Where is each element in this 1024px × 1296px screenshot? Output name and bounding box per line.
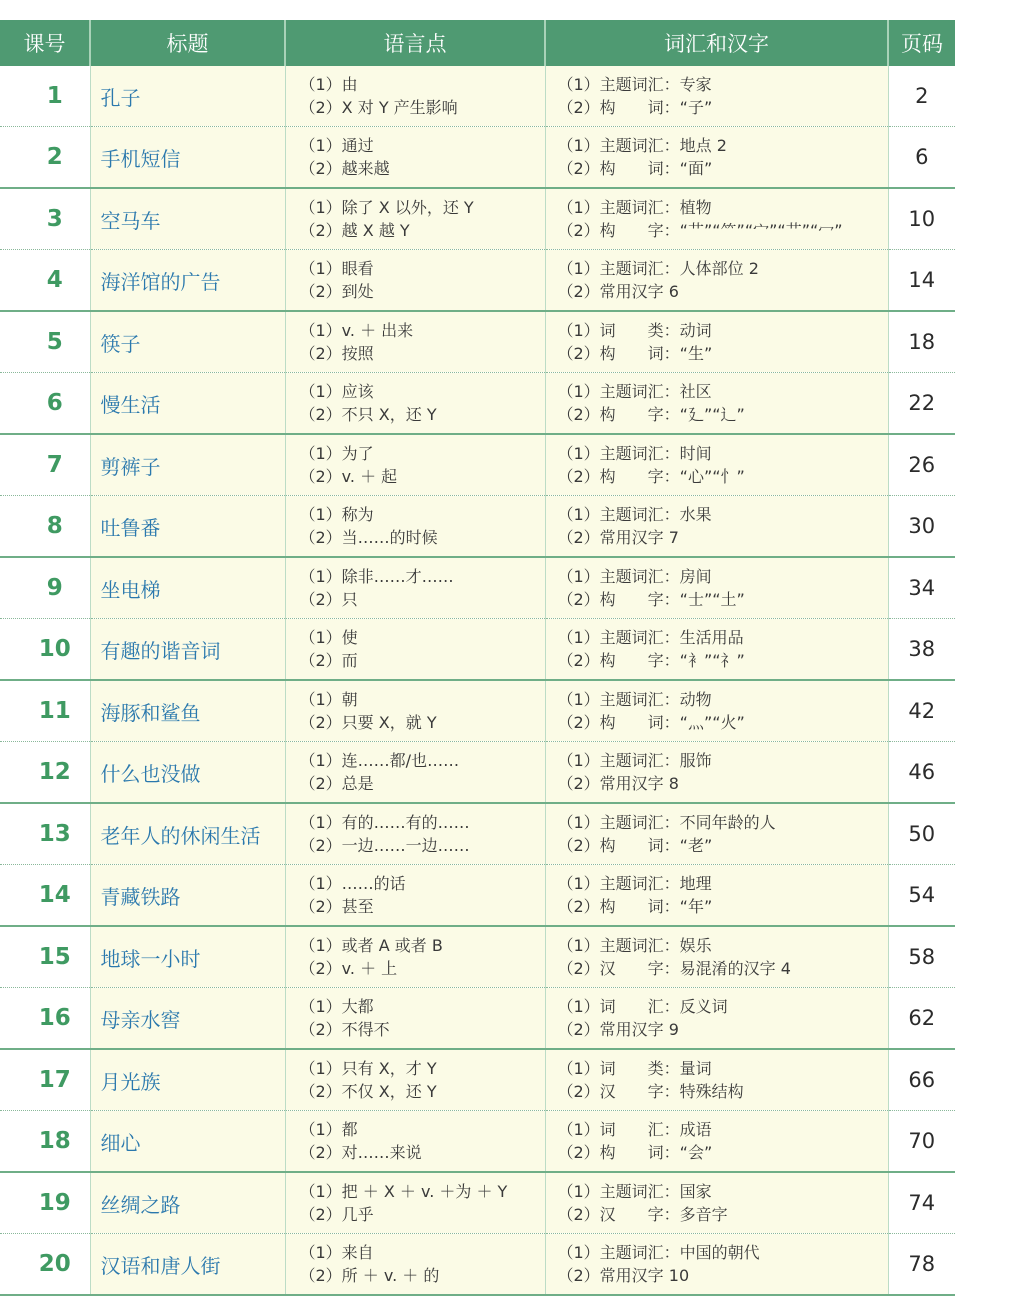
lesson-number: 1 bbox=[46, 83, 63, 109]
language-points-cell bbox=[285, 1172, 545, 1234]
lesson-title: 海洋馆的广告 bbox=[90, 250, 285, 312]
language-points-cell bbox=[285, 803, 545, 865]
language-point-2: （2）所 ＋ v. ＋ 的 bbox=[299, 1266, 440, 1285]
language-point-1: （1）或者 A 或者 B bbox=[299, 936, 443, 955]
language-point-2: （2）只要 X，就 Y bbox=[299, 713, 437, 732]
lesson-number: 8 bbox=[46, 513, 63, 539]
lesson-title: 母亲水窖 bbox=[90, 988, 285, 1050]
vocabulary-item-1: （1）词 汇：反义词 bbox=[557, 997, 728, 1016]
language-point-1: （1）通过 bbox=[299, 136, 374, 155]
vocabulary-cell bbox=[545, 311, 888, 373]
vocabulary-cell bbox=[545, 434, 888, 496]
language-point-2: （2）不仅 X，还 Y bbox=[299, 1082, 437, 1101]
lesson-title: 月光族 bbox=[90, 1049, 285, 1111]
language-point-1: （1）为了 bbox=[299, 444, 374, 463]
header-lesson-number: 课号 bbox=[0, 20, 90, 66]
lesson-number-cell bbox=[0, 1172, 90, 1234]
vocabulary-item-1: （1）主题词汇：社区 bbox=[557, 382, 712, 401]
language-point-1: （1）除了 X 以外，还 Y bbox=[299, 198, 474, 217]
page-number: 42 bbox=[888, 680, 955, 742]
lesson-title: 青藏铁路 bbox=[90, 865, 285, 927]
language-point-1: （1）眼看 bbox=[299, 259, 374, 278]
language-point-1: （1）使 bbox=[299, 628, 358, 647]
language-points-cell bbox=[285, 250, 545, 312]
language-point-1: （1）连……都/也…… bbox=[299, 751, 460, 770]
lesson-title: 丝绸之路 bbox=[90, 1172, 285, 1234]
lesson-title: 吐鲁番 bbox=[90, 496, 285, 558]
language-points-cell bbox=[285, 680, 545, 742]
vocabulary-item-1: （1）主题词汇：国家 bbox=[557, 1182, 712, 1201]
lesson-number-cell bbox=[0, 496, 90, 558]
table-row bbox=[0, 988, 955, 1050]
table-row bbox=[0, 127, 955, 189]
table-row bbox=[0, 188, 955, 250]
lesson-number: 5 bbox=[46, 329, 63, 355]
vocabulary-item-1: （1）主题词汇：植物 bbox=[557, 198, 712, 217]
vocabulary-cell bbox=[545, 557, 888, 619]
lesson-number-cell bbox=[0, 557, 90, 619]
language-point-1: （1）都 bbox=[299, 1120, 358, 1139]
vocabulary-item-2: （2）构 词：“年” bbox=[557, 897, 713, 916]
header-vocabulary: 词汇和汉字 bbox=[545, 20, 888, 66]
page-number: 2 bbox=[888, 66, 955, 127]
language-point-2: （2）v. ＋ 上 bbox=[299, 959, 398, 978]
lesson-number-cell bbox=[0, 988, 90, 1050]
language-point-1: （1）……的话 bbox=[299, 874, 406, 893]
language-point-2: （2）而 bbox=[299, 651, 358, 670]
language-point-1: （1）除非……才…… bbox=[299, 567, 454, 586]
vocabulary-item-2: （2）构 词：“面” bbox=[557, 159, 713, 178]
language-point-1: （1）把 ＋ X ＋ v. ＋为 ＋ Y bbox=[299, 1182, 508, 1201]
vocabulary-cell bbox=[545, 926, 888, 988]
language-point-1: （1）大都 bbox=[299, 997, 374, 1016]
lesson-title: 空马车 bbox=[90, 188, 285, 250]
vocabulary-item-2: （2）构 词：“生” bbox=[557, 344, 713, 363]
lesson-title: 慢生活 bbox=[90, 373, 285, 435]
lesson-number-cell bbox=[0, 311, 90, 373]
language-point-2: （2）按照 bbox=[299, 344, 374, 363]
table-row bbox=[0, 496, 955, 558]
vocabulary-cell bbox=[545, 619, 888, 681]
vocabulary-cell bbox=[545, 1111, 888, 1173]
page-number: 74 bbox=[888, 1172, 955, 1234]
language-point-2: （2）总是 bbox=[299, 774, 374, 793]
language-point-2: （2）越来越 bbox=[299, 159, 390, 178]
page-number: 58 bbox=[888, 926, 955, 988]
vocabulary-cell bbox=[545, 373, 888, 435]
vocabulary-item-1: （1）词 类：动词 bbox=[557, 321, 712, 340]
table-row bbox=[0, 557, 955, 619]
lesson-number-cell bbox=[0, 188, 90, 250]
language-points-cell bbox=[285, 188, 545, 250]
language-point-1: （1）称为 bbox=[299, 505, 374, 524]
table-row bbox=[0, 373, 955, 435]
lesson-number-cell bbox=[0, 1111, 90, 1173]
vocabulary-item-1: （1）主题词汇：服饰 bbox=[557, 751, 712, 770]
vocabulary-item-2: （2）常用汉字 8 bbox=[557, 774, 679, 793]
header-language-points: 语言点 bbox=[285, 20, 545, 66]
lesson-title: 海豚和鲨鱼 bbox=[90, 680, 285, 742]
language-point-1: （1）只有 X，才 Y bbox=[299, 1059, 437, 1078]
language-points-cell bbox=[285, 496, 545, 558]
language-points-cell bbox=[285, 988, 545, 1050]
vocabulary-item-2: （2）构 字：“心”“忄” bbox=[557, 467, 745, 486]
vocabulary-item-1: （1）主题词汇：专家 bbox=[557, 75, 712, 94]
lesson-number-cell bbox=[0, 127, 90, 189]
vocabulary-item-1: （1）主题词汇：娱乐 bbox=[557, 936, 712, 955]
lesson-number-cell bbox=[0, 680, 90, 742]
vocabulary-item-1: （1）主题词汇：房间 bbox=[557, 567, 712, 586]
language-points-cell bbox=[285, 66, 545, 127]
language-points-cell bbox=[285, 373, 545, 435]
vocabulary-item-2: （2）构 字：“士”“土” bbox=[557, 590, 745, 609]
lesson-title: 孔子 bbox=[90, 66, 285, 127]
vocabulary-item-2: （2）常用汉字 7 bbox=[557, 528, 679, 547]
lesson-number-cell bbox=[0, 619, 90, 681]
language-points-cell bbox=[285, 127, 545, 189]
table-row bbox=[0, 926, 955, 988]
lesson-number-cell bbox=[0, 1234, 90, 1296]
table-row bbox=[0, 434, 955, 496]
table-row bbox=[0, 680, 955, 742]
lesson-number-cell bbox=[0, 742, 90, 804]
lesson-number: 13 bbox=[38, 821, 71, 847]
lesson-title: 老年人的休闲生活 bbox=[90, 803, 285, 865]
language-points-cell bbox=[285, 926, 545, 988]
language-points-cell bbox=[285, 434, 545, 496]
vocabulary-cell bbox=[545, 680, 888, 742]
lesson-title: 细心 bbox=[90, 1111, 285, 1173]
table-row bbox=[0, 803, 955, 865]
vocabulary-item-2: （2）构 词：“会” bbox=[557, 1143, 713, 1162]
page-number: 62 bbox=[888, 988, 955, 1050]
lesson-number: 12 bbox=[38, 759, 71, 785]
vocabulary-cell bbox=[545, 250, 888, 312]
lesson-number-cell bbox=[0, 1049, 90, 1111]
header-page: 页码 bbox=[888, 20, 955, 66]
language-point-1: （1）有的……有的…… bbox=[299, 813, 470, 832]
vocabulary-item-2: （2）构 字：“艹”“⺮”“宀”“艹”“冖” bbox=[557, 221, 843, 240]
lesson-table bbox=[0, 20, 955, 1296]
table-row bbox=[0, 1049, 955, 1111]
vocabulary-item-2: （2）常用汉字 6 bbox=[557, 282, 679, 301]
vocabulary-item-2: （2）汉 字：易混淆的汉字 4 bbox=[557, 959, 791, 978]
table-row bbox=[0, 250, 955, 312]
table-row bbox=[0, 742, 955, 804]
vocabulary-item-2: （2）常用汉字 9 bbox=[557, 1020, 679, 1039]
vocabulary-item-2: （2）常用汉字 10 bbox=[557, 1266, 690, 1285]
page-number: 22 bbox=[888, 373, 955, 435]
vocabulary-cell bbox=[545, 803, 888, 865]
page-number: 46 bbox=[888, 742, 955, 804]
language-point-2: （2）X 对 Y 产生影响 bbox=[299, 98, 458, 117]
page-number: 50 bbox=[888, 803, 955, 865]
language-point-1: （1）v. ＋ 出来 bbox=[299, 321, 414, 340]
lesson-number-cell bbox=[0, 434, 90, 496]
lesson-number-cell bbox=[0, 373, 90, 435]
vocabulary-cell bbox=[545, 742, 888, 804]
page-number: 66 bbox=[888, 1049, 955, 1111]
page-number: 54 bbox=[888, 865, 955, 927]
table-header-row bbox=[0, 20, 955, 66]
language-point-2: （2）不得不 bbox=[299, 1020, 390, 1039]
vocabulary-item-1: （1）主题词汇：人体部位 2 bbox=[557, 259, 759, 278]
vocabulary-cell bbox=[545, 865, 888, 927]
page-number: 14 bbox=[888, 250, 955, 312]
language-points-cell bbox=[285, 557, 545, 619]
language-point-2: （2）一边……一边…… bbox=[299, 836, 470, 855]
lesson-number: 18 bbox=[38, 1128, 71, 1154]
table-row bbox=[0, 66, 955, 127]
language-points-cell bbox=[285, 1234, 545, 1296]
table-row bbox=[0, 1111, 955, 1173]
language-points-cell bbox=[285, 1111, 545, 1173]
vocabulary-item-1: （1）主题词汇：水果 bbox=[557, 505, 712, 524]
lesson-number: 10 bbox=[38, 636, 71, 662]
vocabulary-item-1: （1）主题词汇：不同年龄的人 bbox=[557, 813, 776, 832]
lesson-number: 15 bbox=[38, 944, 71, 970]
vocabulary-item-2: （2）汉 字：特殊结构 bbox=[557, 1082, 744, 1101]
lesson-number: 2 bbox=[46, 144, 63, 170]
page-number: 6 bbox=[888, 127, 955, 189]
vocabulary-item-2: （2）构 词：“灬”“火” bbox=[557, 713, 745, 732]
lesson-number-cell bbox=[0, 865, 90, 927]
vocabulary-cell bbox=[545, 988, 888, 1050]
lesson-title: 地球一小时 bbox=[90, 926, 285, 988]
lesson-number: 3 bbox=[46, 206, 63, 232]
vocabulary-item-1: （1）主题词汇：时间 bbox=[557, 444, 712, 463]
language-point-1: （1）朝 bbox=[299, 690, 358, 709]
lesson-number-cell bbox=[0, 250, 90, 312]
lesson-number: 7 bbox=[46, 452, 63, 478]
lesson-title: 什么也没做 bbox=[90, 742, 285, 804]
vocabulary-item-2: （2）构 词：“老” bbox=[557, 836, 713, 855]
language-points-cell bbox=[285, 742, 545, 804]
language-point-2: （2）对……来说 bbox=[299, 1143, 422, 1162]
vocabulary-item-1: （1）主题词汇：地点 2 bbox=[557, 136, 727, 155]
lesson-title: 手机短信 bbox=[90, 127, 285, 189]
lesson-title: 剪裤子 bbox=[90, 434, 285, 496]
table-body bbox=[0, 66, 955, 1295]
language-point-2: （2）不只 X，还 Y bbox=[299, 405, 437, 424]
lesson-title: 有趣的谐音词 bbox=[90, 619, 285, 681]
lesson-number: 19 bbox=[38, 1190, 71, 1216]
lesson-number: 6 bbox=[46, 390, 63, 416]
vocabulary-item-2: （2）构 字：“廴”“辶” bbox=[557, 405, 745, 424]
language-points-cell bbox=[285, 1049, 545, 1111]
lesson-number-cell bbox=[0, 66, 90, 127]
lesson-number: 14 bbox=[38, 882, 71, 908]
table-row bbox=[0, 1172, 955, 1234]
vocabulary-item-2: （2）构 字：“衤”“礻” bbox=[557, 651, 745, 670]
language-point-1: （1）应该 bbox=[299, 382, 374, 401]
vocabulary-cell bbox=[545, 1172, 888, 1234]
vocabulary-cell bbox=[545, 1049, 888, 1111]
vocabulary-item-1: （1）主题词汇：动物 bbox=[557, 690, 712, 709]
vocabulary-cell bbox=[545, 496, 888, 558]
lesson-number-cell bbox=[0, 803, 90, 865]
language-points-cell bbox=[285, 311, 545, 373]
language-points-cell bbox=[285, 619, 545, 681]
table-row bbox=[0, 311, 955, 373]
lesson-number: 16 bbox=[38, 1005, 71, 1031]
language-point-2: （2）v. ＋ 起 bbox=[299, 467, 398, 486]
lesson-number: 20 bbox=[38, 1251, 71, 1277]
language-points-cell bbox=[285, 865, 545, 927]
language-point-2: （2）甚至 bbox=[299, 897, 374, 916]
language-point-1: （1）来自 bbox=[299, 1243, 374, 1262]
page-number: 34 bbox=[888, 557, 955, 619]
page-number: 18 bbox=[888, 311, 955, 373]
lesson-number: 9 bbox=[46, 575, 63, 601]
lesson-title: 筷子 bbox=[90, 311, 285, 373]
page-number: 26 bbox=[888, 434, 955, 496]
language-point-2: （2）越 X 越 Y bbox=[299, 221, 410, 240]
vocabulary-item-1: （1）词 类：量词 bbox=[557, 1059, 712, 1078]
table-row bbox=[0, 619, 955, 681]
vocabulary-item-2: （2）构 词：“子” bbox=[557, 98, 713, 117]
vocabulary-cell bbox=[545, 188, 888, 250]
lesson-number-cell bbox=[0, 926, 90, 988]
language-point-2: （2）只 bbox=[299, 590, 358, 609]
vocabulary-item-1: （1）主题词汇：地理 bbox=[557, 874, 712, 893]
lesson-title: 汉语和唐人街 bbox=[90, 1234, 285, 1296]
language-point-2: （2）当……的时候 bbox=[299, 528, 438, 547]
language-point-2: （2）到处 bbox=[299, 282, 374, 301]
vocabulary-item-1: （1）主题词汇：中国的朝代 bbox=[557, 1243, 760, 1262]
vocabulary-item-2: （2）汉 字：多音字 bbox=[557, 1205, 728, 1224]
header-title: 标题 bbox=[90, 20, 285, 66]
page-number: 78 bbox=[888, 1234, 955, 1296]
vocabulary-cell bbox=[545, 1234, 888, 1296]
vocabulary-item-1: （1）主题词汇：生活用品 bbox=[557, 628, 744, 647]
lesson-number: 11 bbox=[38, 698, 71, 724]
lesson-title: 坐电梯 bbox=[90, 557, 285, 619]
vocabulary-cell bbox=[545, 66, 888, 127]
lesson-number: 4 bbox=[46, 267, 63, 293]
page-number: 10 bbox=[888, 188, 955, 250]
language-point-2: （2）几乎 bbox=[299, 1205, 374, 1224]
page-number: 30 bbox=[888, 496, 955, 558]
language-point-1: （1）由 bbox=[299, 75, 358, 94]
page-number: 38 bbox=[888, 619, 955, 681]
page-number: 70 bbox=[888, 1111, 955, 1173]
table-row bbox=[0, 865, 955, 927]
table-row bbox=[0, 1234, 955, 1296]
vocabulary-cell bbox=[545, 127, 888, 189]
lesson-number: 17 bbox=[38, 1067, 71, 1093]
vocabulary-item-1: （1）词 汇：成语 bbox=[557, 1120, 712, 1139]
